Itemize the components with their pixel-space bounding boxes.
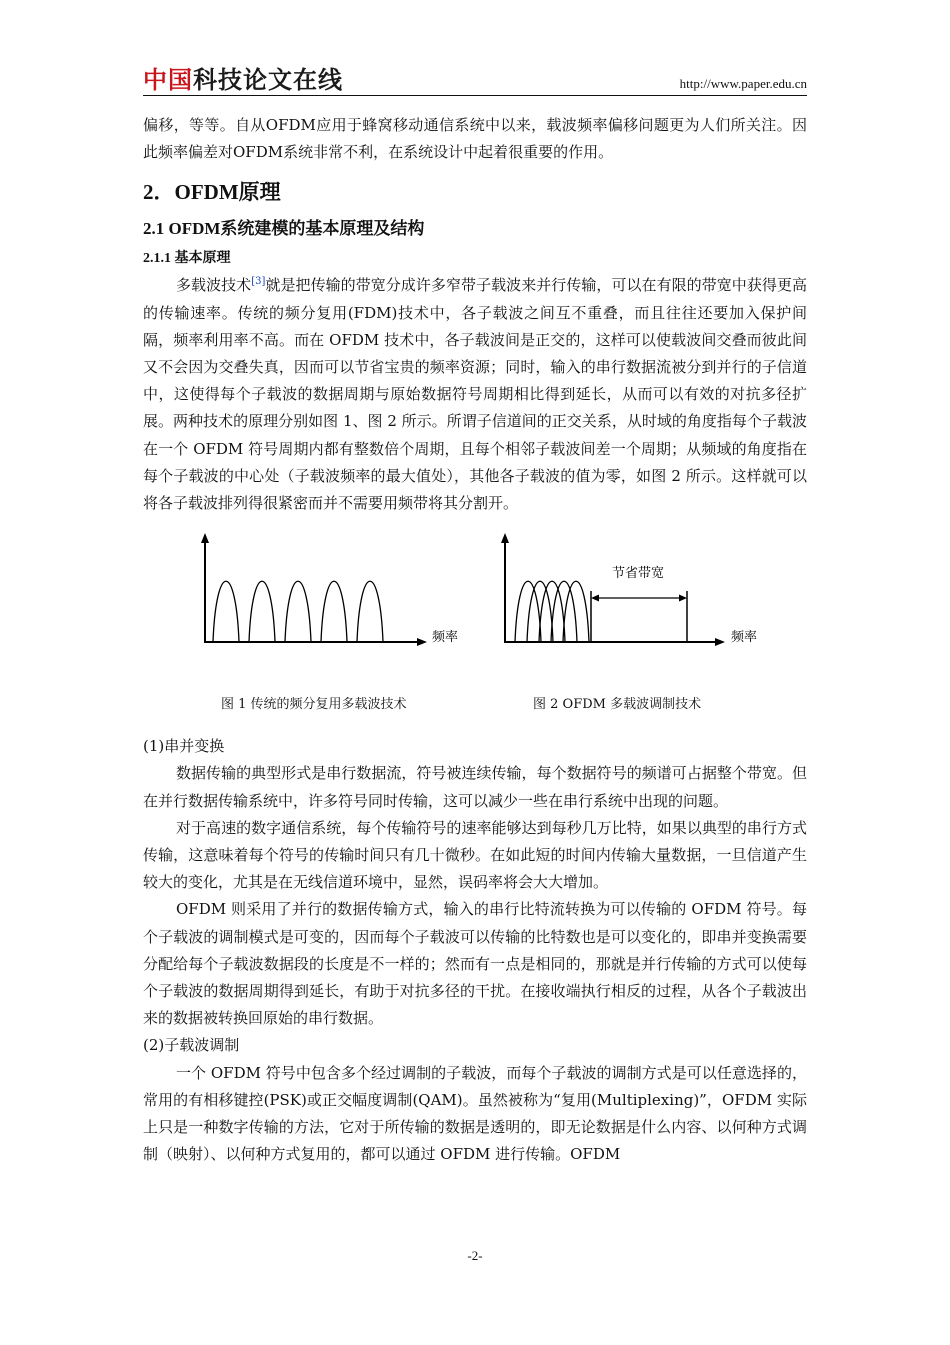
fig2-saved-bandwidth-marker — [591, 591, 687, 642]
figure-1-plot — [195, 531, 465, 661]
principle-text-rest: 就是把传输的带宽分成许多窄带子载波来并行传输，可以在有限的带宽中获得更高的传输速率。传统的频分复用(FDM)技术中，各子载波之间互不重叠，而且往往还要加入保护间隔，频率利用率不高。而在 OFDM 技术中，各子载波间是正交的，这样可以使载波间交叠而彼此间又不会因为交叠失真，因而可以节省宝贵的频率资源；同时，输入的串行数据流被分到并行的子信道中，这使得每个子载波的数据周期与原始数据符号周期相比得到延长，从而可以有效的对抗多径扩展。两种技术的原理分别如图 1、图 2 所示。所谓子信道间的正交关系，从时域的角度指每个子载波在一个 OFDM 符号周期内都有整数倍个周期，且每个相邻子载波间差一个周期；从频域的角度指在每个子载波的中心处（子载波频率的最大值处），其他各子载波的值为零，如图 2 所示。这样就可以将各子载波排列得很紧密而并不需要用频带将其分割开。 — [143, 276, 807, 513]
paragraph-serial-1: 数据传输的典型形式是串行数据流，符号被连续传输，每个数据符号的频谱可占据整个带宽。但在并行数据传输系统中，许多符号同时传输，这可以减少一些在串行系统中出现的问题。 — [143, 764, 807, 810]
fig1-lobe — [213, 581, 239, 642]
fig1-lobe — [249, 581, 275, 642]
journal-logo — [143, 66, 343, 94]
paragraph-serial-3: OFDM 则采用了并行的数据传输方式，输入的串行比特流转换为可以传输的 OFDM 符号。每个子载波的调制模式是可变的，因而每个子载波可以传输的比特数也是可以变化的，即串并变换需要分配给每个子载波数据段的长度是不一样的；然而有一点是相同的，那就是并行传输的方式可以使每个子载波的数据周期得到延长，有助于对抗多径的干扰。在接收端执行相反的过程，从各个子载波出来的数据被转换回原始的串行数据。 — [143, 900, 807, 1028]
paragraph-serial-2: 对于高速的数字通信系统，每个传输符号的速率能够达到每秒几万比特，如果以典型的串行方式传输，这意味着每个符号的传输时间只有几十微秒。在如此短的时间内传输大量数据，一旦信道产生较大的变化，尤其是在无线信道环境中，显然，误码率将会大大增加。 — [143, 818, 807, 892]
fig2-x-label: 频率 — [731, 630, 758, 646]
paragraph-modulation-1: 一个 OFDM 符号中包含多个经过调制的子载波，而每个子载波的调制方式是可以任意选择的，常用的有相移键控(PSK)或正交幅度调制(QAM)。虽然被称为“复用(Multiplexing)”，OFDM 实际上只是一种数字传输的方法，它对于所传输的数据是透明的，即无论数据是什么内容、以何种方式调制（映射）、以何种方式复用的，都可以通过 OFDM 进行传输。OFDM — [143, 1063, 807, 1164]
fig1-lobe — [321, 581, 347, 642]
principle-text-start: 多载波技术 — [176, 276, 252, 295]
page-header — [143, 64, 807, 96]
fig1-lobe — [357, 581, 383, 642]
section-heading: 2．OFDM原理 — [143, 180, 281, 205]
paragraph-continued: 偏移，等等。自从OFDM应用于蜂窝移动通信系统中以来，载波频率偏移问题更为人们所关注。因此频率偏差对OFDM系统非常不利，在系统设计中起着很重要的作用。 — [143, 116, 807, 162]
figure-1 — [195, 531, 465, 713]
logo-red-text: 中国 — [143, 66, 193, 94]
header-rule — [143, 95, 807, 96]
logo-black-text: 科技论文在线 — [193, 66, 343, 94]
fig1-x-label: 频率 — [432, 630, 459, 646]
citation-ref[interactable]: [3] — [251, 276, 266, 288]
page-body — [143, 112, 807, 1168]
figure-2-plot — [495, 531, 775, 661]
figure-1-caption: 图 1 传统的频分复用多载波技术 — [221, 697, 407, 713]
fig1-subcarrier-lobes — [213, 581, 383, 642]
page-number: -2- — [467, 1248, 483, 1263]
fig1-y-axis — [201, 533, 209, 643]
subsection-heading: 2.1 OFDM系统建模的基本原理及结构 — [143, 219, 425, 239]
figures-row — [143, 531, 807, 731]
header-url[interactable]: http://www.paper.edu.cn — [679, 76, 807, 91]
figure-2 — [495, 531, 775, 713]
fig2-y-axis — [501, 533, 509, 643]
fig1-lobe — [285, 581, 311, 642]
fig2-subcarrier-lobes — [515, 581, 589, 642]
subheading-subcarrier-modulation: (2)子载波调制 — [143, 1036, 240, 1055]
paragraph-principle — [143, 272, 807, 517]
subsubsection-heading: 2.1.1 基本原理 — [143, 251, 231, 267]
figure-2-caption: 图 2 OFDM 多载波调制技术 — [533, 697, 702, 713]
subheading-serial-parallel: (1)串并变换 — [143, 737, 225, 756]
fig2-x-axis — [505, 638, 725, 646]
fig2-annotation: 节省带宽 — [612, 566, 665, 582]
